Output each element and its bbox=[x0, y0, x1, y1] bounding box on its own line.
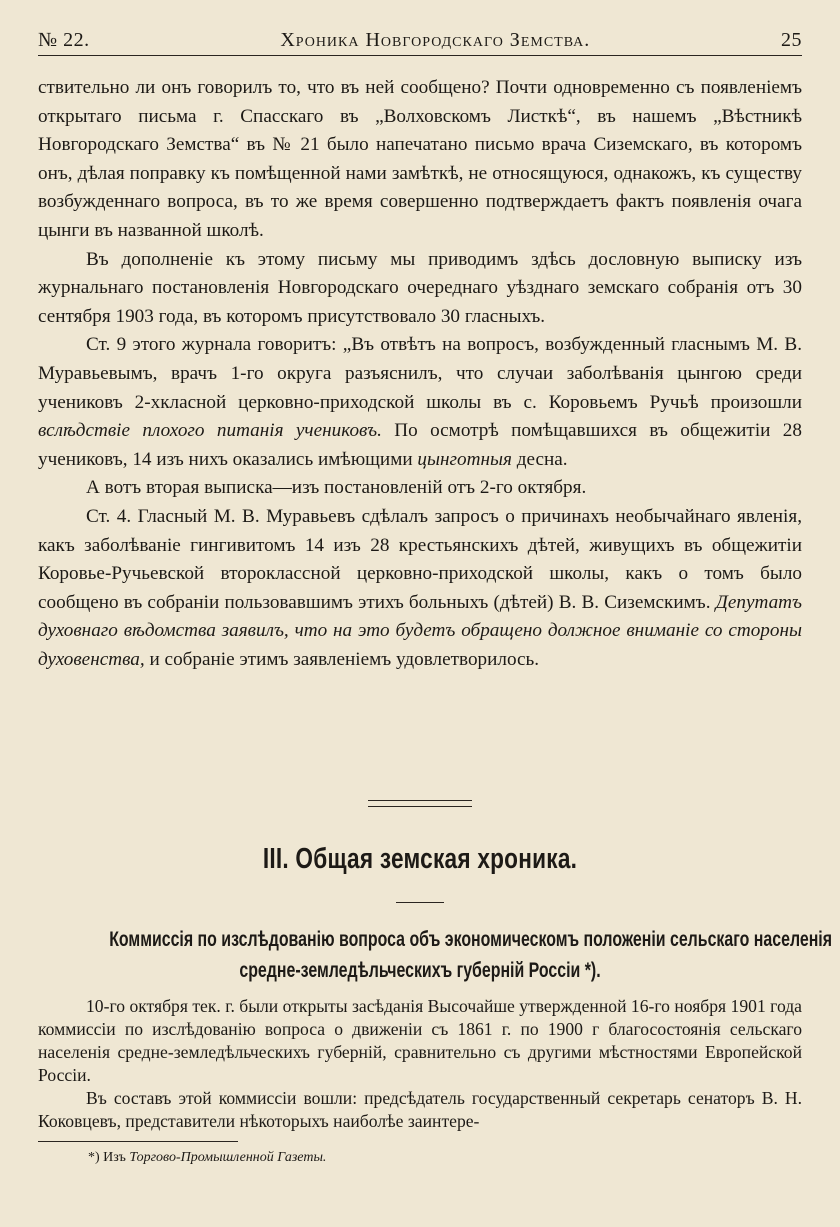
body-paragraph-2 bbox=[38, 246, 802, 332]
footnote-source: Торгово-Промышленной Газеты. bbox=[129, 1150, 327, 1165]
commission-heading-line-1: Коммиссія по изслѣдованію вопроса объ экономическомъ положеніи сельскаго населенія bbox=[109, 927, 833, 951]
body-paragraph-1 bbox=[38, 74, 802, 246]
page-header bbox=[38, 22, 802, 56]
text-run: Ст. 4. Гласный М. В. Муравьевъ сдѣлалъ запросъ о причинахъ необычайнаго явленія, какъ заболѣваніе гингивитомъ 14 изъ 28 крестьянскихъ дѣтей, живущихъ въ общежитіи Коровье-Ручьевской второклассной церковно-приходской школы, какъ о томъ было сообщено въ собраніи пользовавшимъ этихъ больныхъ (дѣтей) В. В. Сиземскимъ. bbox=[38, 505, 802, 613]
text-run: По осмотрѣ помѣщавшихся въ общежитіи 28 учениковъ, 14 изъ нихъ оказались имѣющими bbox=[38, 420, 802, 470]
text-run: ствительно ли онъ говорилъ то, что въ ней сообщено? Почти одновременно съ появленіемъ открытаго письма г. Спасскаго въ „Волховскомъ Листкѣ“, въ нашемъ „Вѣстникѣ Новгородскаго Земства“ въ № 21 было напечатано письмо врача Сиземскаго, въ которомъ онъ, дѣлая поправку къ помѣщенной нами замѣткѣ, не относящуюся, однакожъ, къ существу возбужденнаго вопроса, въ то же время совершенно подтверждаетъ фактъ появленія очага цынги въ названной школѣ. bbox=[38, 77, 802, 241]
text-run: Ст. 9 этого журнала говоритъ: „Въ отвѣтъ на вопросъ, возбужденный гласнымъ М. В. Муравьевымъ, врачъ 1-го округа разъяснилъ, что случаи заболѣванія цынгою среди учениковъ 2-хкласной церковно-приходской школы въ с. Коровьемъ Ручьѣ произошли bbox=[38, 334, 802, 413]
footnote-rule bbox=[38, 1141, 238, 1142]
text-run: А вотъ вторая выписка—изъ постановленій отъ 2-го октября. bbox=[86, 477, 587, 499]
text-run: десна. bbox=[511, 448, 568, 470]
text-run: Депутатъ духовнаго вѣдомства заявилъ, что на это будетъ обращено должное вниманіе со стороны духовенства, bbox=[38, 591, 802, 670]
journal-title: Хроника Новгородскаго Земства. bbox=[280, 29, 591, 51]
commission-paragraph-2: Въ составъ этой коммиссіи вошли: предсѣдатель государственный секретарь сенаторъ В. Н. Коковцевъ, представители нѣкоторыхъ наиболѣе заинтере- bbox=[38, 1088, 802, 1131]
body-paragraph-3 bbox=[38, 331, 802, 474]
issue-number: № 22. bbox=[38, 29, 90, 51]
commission-article bbox=[38, 995, 802, 1133]
body-paragraph-4 bbox=[38, 474, 802, 503]
commission-paragraph-1: 10-го октября тек. г. были открыты засѣданія Высочайше утвержденной 16-го ноября 1901 года коммиссіи по изслѣдованію вопроса о движеніи съ 1861 г. по 1900 г благосостоянія сельскаго населенія средне-земледѣльческихъ губерній, сравнительно съ другими мѣстностями Европейской Россіи. bbox=[38, 996, 802, 1085]
section-divider bbox=[368, 800, 472, 807]
body-paragraph-5 bbox=[38, 503, 802, 675]
text-run: Въ дополненіе къ этому письму мы приводимъ здѣсь дословную выписку изъ журнальнаго постановленія Новгородскаго очереднаго уѣзднаго земскаго собранія отъ 30 сентября 1903 года, въ которомъ присутствовало 30 гласныхъ. bbox=[38, 248, 802, 327]
article-body bbox=[38, 74, 802, 674]
text-run: вслѣдствіе плохого питанія учениковъ. bbox=[38, 420, 382, 442]
footnote-marker: *) Изъ bbox=[88, 1150, 130, 1165]
section-heading: III. Общая земская хроника. bbox=[262, 843, 578, 875]
commission-heading bbox=[109, 924, 833, 986]
page-number: 25 bbox=[781, 29, 802, 51]
commission-heading-line-2: средне-земледѣльческихъ губерній Россіи *). bbox=[239, 958, 601, 982]
footnote bbox=[88, 1150, 326, 1166]
text-run: и собраніе этимъ заявленіемъ удовлетворилось. bbox=[144, 648, 540, 670]
text-run: цынготныя bbox=[417, 448, 512, 470]
heading-rule bbox=[396, 902, 444, 903]
